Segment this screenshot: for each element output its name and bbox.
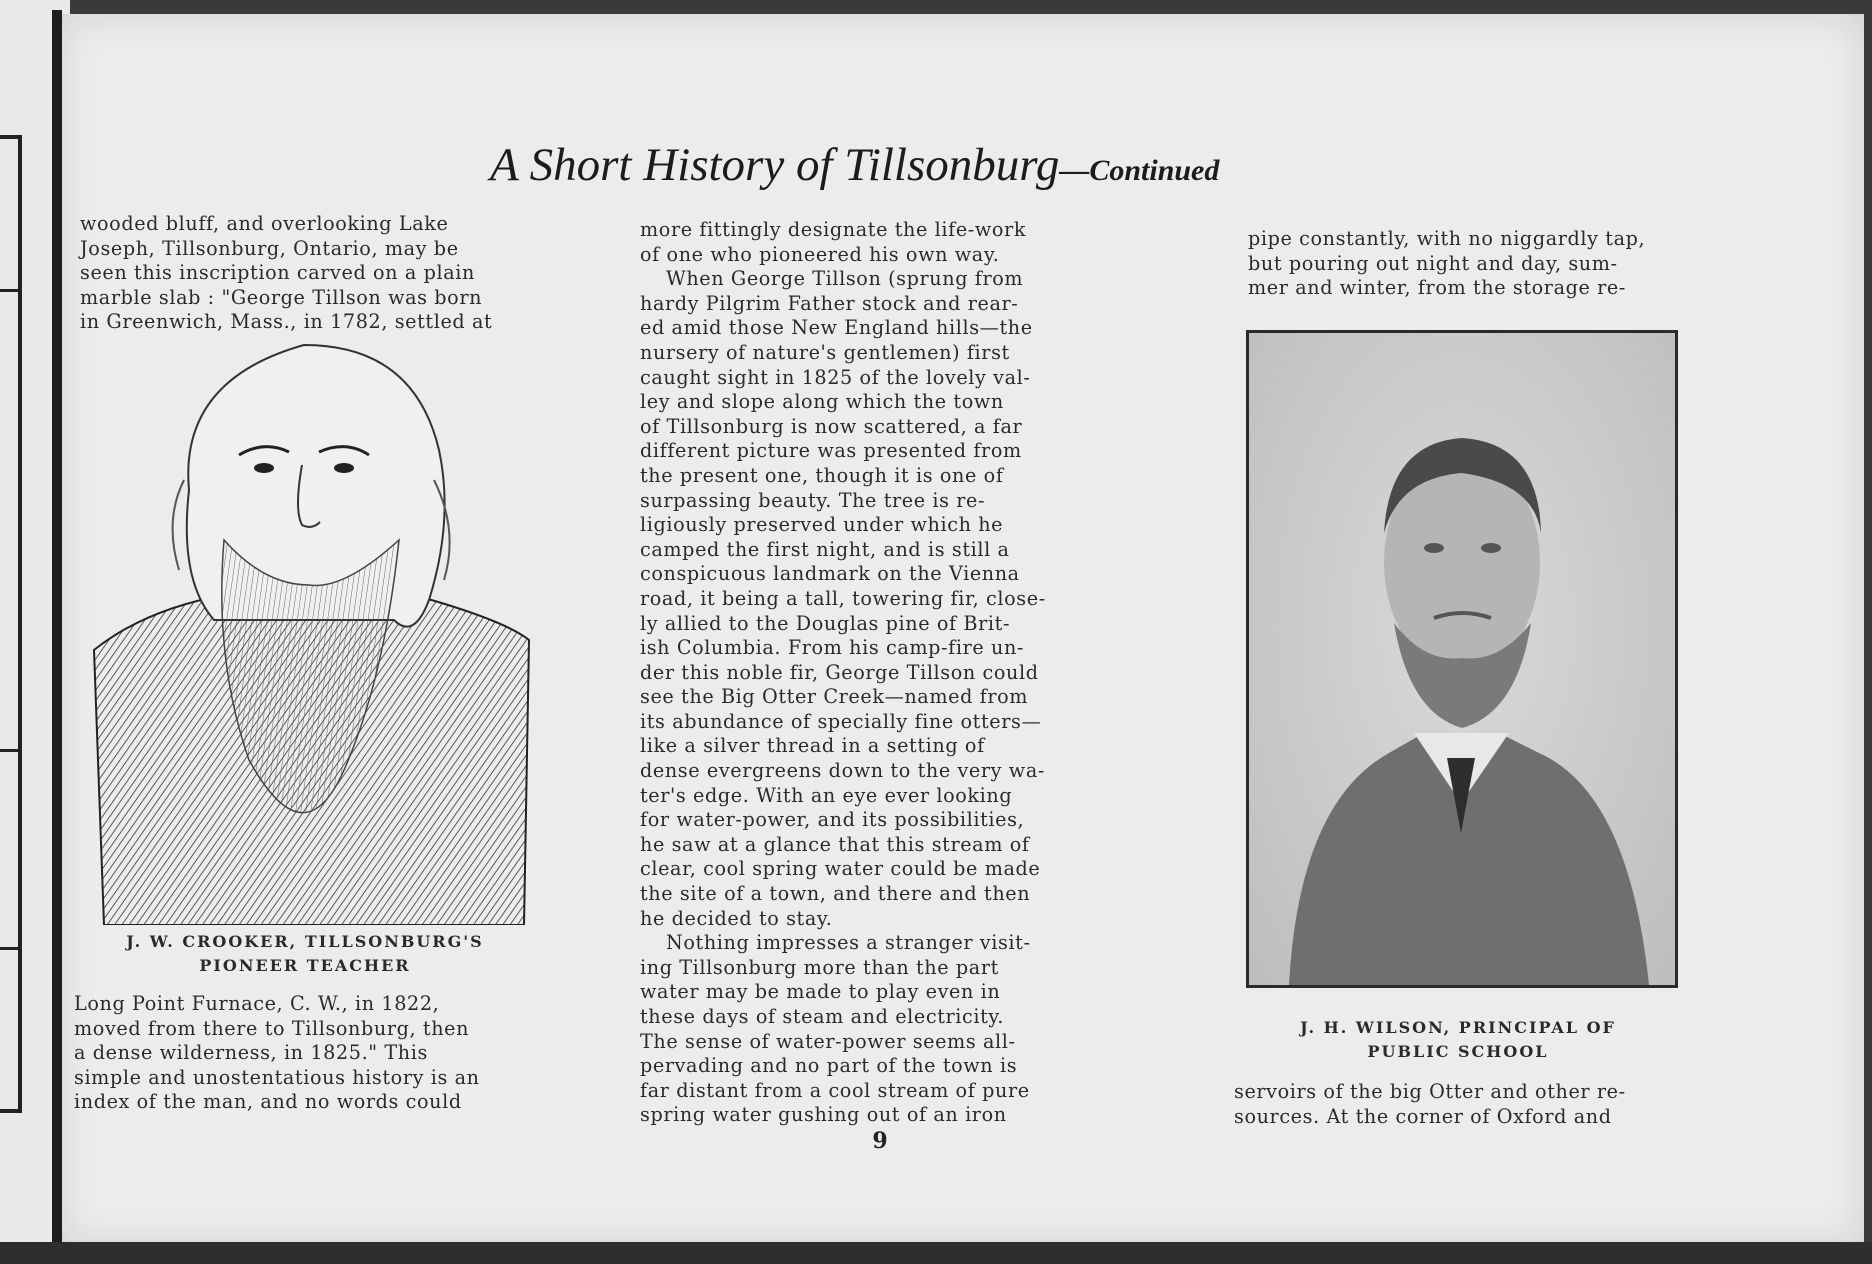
text-line: simple and unostentatious history is an (74, 1065, 480, 1089)
column1-top-text (80, 212, 542, 335)
text-line: pervading and no part of the town is (640, 1054, 1018, 1078)
text-line: servoirs of the big Otter and other re- (1234, 1080, 1626, 1103)
text-line: its abundance of specially fine otters— (640, 709, 1042, 733)
frame-rule (0, 289, 18, 292)
text-line: index of the man, and no words could (74, 1090, 462, 1114)
text-line: more fittingly designate the life-work (640, 218, 1027, 241)
column2-text (640, 218, 1100, 1128)
text-line: mer and winter, from the storage re- (1248, 276, 1626, 300)
crooker-portrait-engraving (84, 340, 534, 925)
text-line: different picture was presented from (640, 439, 1022, 463)
text-line: surpassing beauty. The tree is re- (640, 488, 986, 512)
text-line: the present one, though it is one of (640, 463, 1004, 487)
text-line: spring water gushing out of an iron (640, 1103, 1007, 1127)
scan-bottom-edge (0, 1242, 1872, 1264)
crooker-caption (90, 930, 520, 978)
text-line: moved from there to Tillsonburg, then (74, 1016, 470, 1040)
column3-top-text (1248, 227, 1704, 301)
text-line: for water-power, and its possibilities, (640, 808, 1025, 832)
text-line: in Greenwich, Mass., in 1782, settled at (80, 310, 493, 334)
text-line: wooded bluff, and overlooking Lake (80, 212, 449, 235)
wilson-caption (1248, 1016, 1668, 1064)
text-line: of one who pioneered his own way. (640, 242, 1000, 266)
column3-bottom-text (1234, 1080, 1694, 1129)
text-line: Nothing impresses a stranger visit- (666, 931, 1031, 955)
text-line: camped the first night, and is still a (640, 537, 1010, 561)
book-spine (52, 10, 62, 1250)
caption-line: PIONEER TEACHER (199, 956, 411, 975)
frame-rule (0, 947, 18, 950)
text-line: water may be made to play even in (640, 980, 1001, 1004)
text-line: ing Tillsonburg more than the part (640, 955, 999, 979)
caption-line: PUBLIC SCHOOL (1367, 1042, 1549, 1061)
text-line: sources. At the corner of Oxford and (1234, 1104, 1612, 1128)
text-line: The sense of water-power seems all- (640, 1029, 1016, 1053)
page-number: 9 (872, 1128, 888, 1154)
text-line: Long Point Furnace, C. W., in 1822, (74, 992, 440, 1015)
text-line: he saw at a glance that this stream of (640, 832, 1030, 856)
text-line: pipe constantly, with no niggardly tap, (1248, 227, 1646, 250)
text-line: far distant from a cool stream of pure (640, 1078, 1030, 1102)
text-line: see the Big Otter Creek—named from (640, 685, 1029, 709)
text-line: nursery of nature's gentlemen) first (640, 340, 1010, 364)
text-line: der this noble fir, George Tillson could (640, 660, 1039, 684)
text-line: these days of steam and electricity. (640, 1005, 1005, 1028)
text-line: marble slab : "George Tillson was born (80, 285, 483, 309)
text-line: hardy Pilgrim Father stock and rear- (640, 291, 1019, 315)
text-line: seen this inscription carved on a plain (80, 261, 475, 285)
text-line: When George Tillson (sprung from (666, 267, 1024, 291)
adjacent-page-frame (0, 135, 22, 1113)
text-line: clear, cool spring water could be made (640, 857, 1041, 881)
text-line: road, it being a tall, towering fir, close- (640, 586, 1046, 610)
text-line: Joseph, Tillsonburg, Ontario, may be (80, 236, 459, 260)
title-text: A Short History of Tillsonburg (490, 139, 1060, 191)
text-line: dense evergreens down to the very wa- (640, 759, 1045, 783)
text-line: ter's edge. With an eye ever looking (640, 783, 1013, 807)
text-line: caught sight in 1825 of the lovely val- (640, 365, 1031, 389)
frame-rule (0, 749, 18, 752)
text-line: ligiously preserved under which he (640, 513, 1004, 537)
title-suffix: —Continued (1059, 154, 1220, 187)
text-line: a dense wilderness, in 1825." This (74, 1041, 428, 1065)
text-line: ley and slope along which the town (640, 390, 1004, 414)
caption-line: J. W. CROOKER, TILLSONBURG'S (126, 932, 484, 951)
page-title (490, 138, 1350, 192)
text-line: the site of a town, and there and then (640, 882, 1031, 906)
text-line: but pouring out night and day, sum- (1248, 251, 1618, 275)
column1-bottom-text (74, 992, 534, 1115)
text-line: ly allied to the Douglas pine of Brit- (640, 611, 1011, 635)
text-line: ish Columbia. From his camp-fire un- (640, 636, 1024, 660)
text-line: conspicuous landmark on the Vienna (640, 562, 1020, 586)
text-line: of Tillsonburg is now scattered, a far (640, 414, 1023, 438)
caption-line: J. H. WILSON, PRINCIPAL OF (1300, 1018, 1616, 1037)
text-line: like a silver thread in a setting of (640, 734, 985, 758)
wilson-portrait-photo (1246, 330, 1678, 988)
wilson-portrait-figure (1249, 333, 1675, 985)
text-line: ed amid those New England hills—the (640, 316, 1033, 340)
text-line: he decided to stay. (640, 906, 833, 930)
